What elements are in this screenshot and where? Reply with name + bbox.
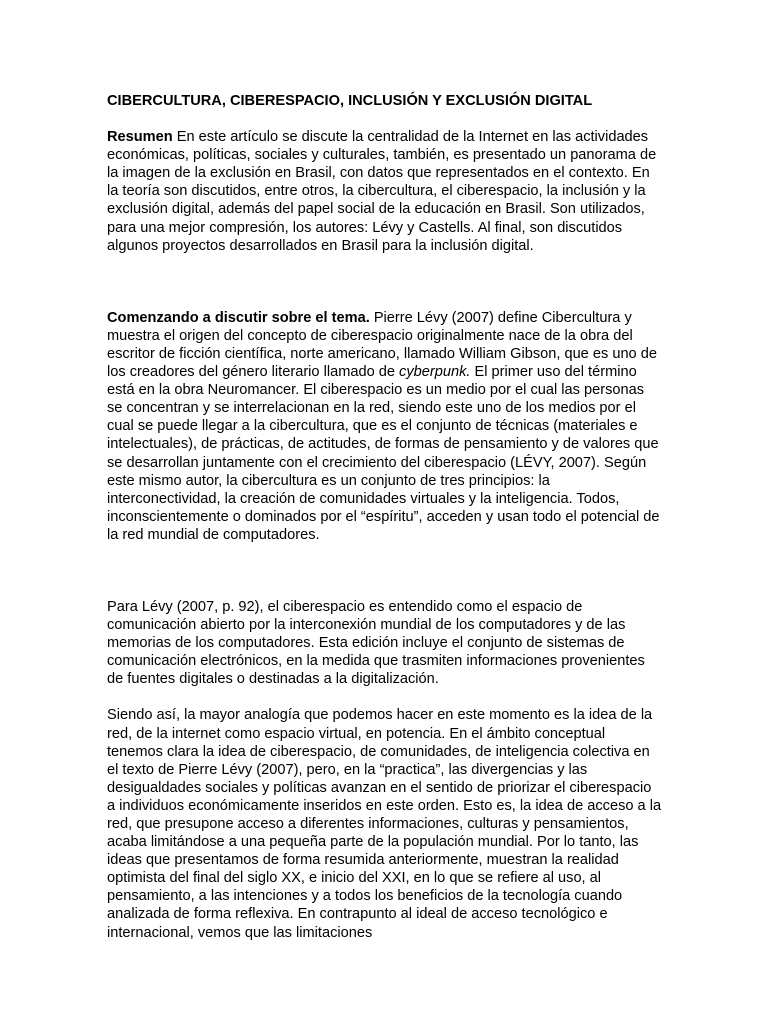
intro-paragraph: [107, 309, 663, 544]
intro-italic-term: cyberpunk.: [399, 364, 471, 381]
document-title: CIBERCULTURA, CIBERESPACIO, INCLUSIÓN Y EXCLUSIÓN DIGITAL: [107, 93, 593, 109]
document-page: [107, 92, 663, 942]
analogy-paragraph: Siendo así, la mayor analogía que podemos hacer en este momento es la idea de la red, de la internet como espacio virtual, en potencia. En el ámbito conceptual tenemos clara la idea de ciberespacio, de comunidades, de inteligencia colectiva en el texto de Pierre Lévy (2007), pero, en la “practica”, las divergencias y las desigualdades sociales y políticas avanzan en el sentido de priorizar el ciberespacio a individuos económicamente inseridos en este orden. Esto es, la idea de acceso a la red, que presupone acceso a diferentes informaciones, culturas y pensamientos, acaba limitándose a una pequeña parte de la populación mundial. Por lo tanto, las ideas que presentamos de forma resumida anteriormente, muestran la realidad optimista del final del siglo XX, e inicio del XXI, en lo que se refiere al uso, al pensamiento, a las intenciones y a todos los beneficios de la tecnología cuando analizada de forma reflexiva. En contrapunto al ideal de acceso tecnológico e internacional, vemos que las limitaciones: [107, 707, 662, 941]
intro-text-part-1: Pierre Lévy (2007) define Cibercultura y muestra el origen del concepto de ciberespacio originalmente nace de la obra del escritor de ficción científica, norte americano, llamado William Gibson, que es uno de los creadores del género literario llamado de: [107, 309, 657, 381]
abstract-heading: Resumen: [107, 129, 173, 146]
levy-paragraph: Para Lévy (2007, p. 92), el ciberespacio es entendido como el espacio de comunicación abierto por la interconexión mundial de los computadores y de las memorias de los computadores. Esta edición incluye el conjunto de sistemas de comunicación electrónicos, en la medida que trasmiten informaciones provenientes de fuentes digitales o destinadas a la digitalización.: [107, 598, 645, 688]
abstract-text: En este artículo se discute la centralidad de la Internet en las actividades económicas, políticas, sociales y culturales, también, es presentado un panorama de la imagen de la exclusión en Brasil, con datos que representados en el contexto. En la teoría son discutidos, entre otros, la cibercultura, el ciberespacio, la inclusión y la exclusión digital, además del papel social de la educación en Brasil. Son utilizados, para una mejor compresión, los autores: Lévy y Castells. Al final, son discutidos algunos proyectos desarrollados en Brasil para la inclusión digital.: [107, 129, 657, 254]
abstract-paragraph: [107, 128, 663, 255]
intro-heading: Comenzando a discutir sobre el tema.: [107, 309, 370, 326]
intro-text-part-2: El primer uso del término está en la obra Neuromancer. El ciberespacio es un medio por el cual las personas se concentran y se interrelacionan en la red, siendo este uno de los medios por el cual se puede llegar a la cibercultura, que es el conjunto de técnicas (materiales e intelectuales), de prácticas, de actitudes, de formas de pensamiento y de valores que se desarrollan juntamente con el crecimiento del ciberespacio (LÉVY, 2007). Según este mismo autor, la cibercultura es un conjunto de tres principios: la interconectividad, la creación de comunidades virtuales y la inteligencia. Todos, inconscientemente o dominados por el “espíritu”, acceden y usan todo el potencial de la red mundial de computadores.: [107, 364, 660, 543]
